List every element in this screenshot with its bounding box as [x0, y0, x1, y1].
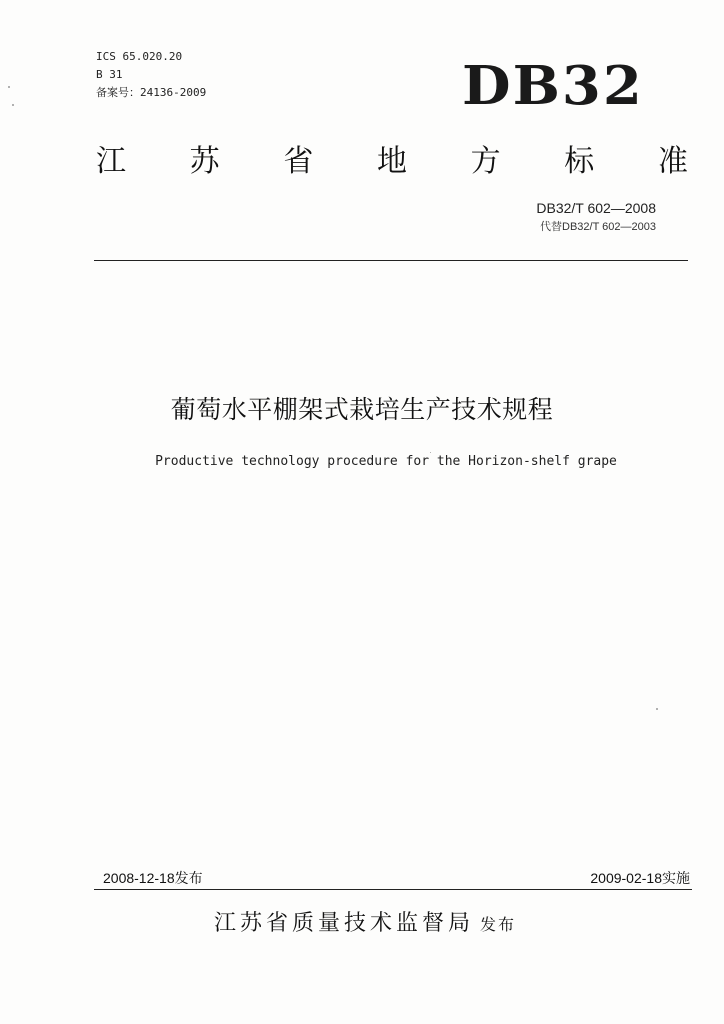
document-metadata [96, 48, 206, 102]
standard-type-char: 方 [470, 144, 501, 179]
footer-divider [94, 889, 692, 890]
publisher-organization: 江苏省质量技术监督局 [214, 911, 475, 936]
publisher-verb: 发布 [480, 915, 517, 934]
standard-type-heading [96, 142, 688, 182]
document-title-chinese: 葡萄水平棚架式栽培生产技术规程 [170, 395, 554, 424]
effective-date: 2009-02-18实施 [590, 870, 690, 886]
issue-date: 2008-12-18发布 [103, 870, 203, 886]
db32-logo: DB32 [462, 54, 644, 118]
replaces-note: 代替DB32/T 602—2003 [540, 221, 656, 233]
standard-type-char: 省 [283, 144, 314, 179]
ics-code: ICS 65.020.20 [96, 50, 183, 63]
scan-speck [430, 452, 431, 453]
scan-speck [12, 104, 14, 106]
header-divider [94, 260, 688, 261]
standard-type-char: 准 [657, 144, 688, 179]
standard-type-char: 标 [564, 144, 595, 179]
standard-code: DB32/T 602—2008 [536, 200, 656, 216]
scan-speck [8, 86, 10, 88]
publisher-line [214, 908, 516, 941]
filing-number: 备案号：24136-2009 [96, 86, 207, 99]
scan-speck [656, 708, 658, 710]
document-title-english: Productive technology procedure for the Horizon-shelf grape [155, 454, 617, 469]
standard-type-char: 地 [376, 144, 407, 179]
standard-type-char: 苏 [189, 144, 220, 179]
standard-type-char: 江 [96, 144, 126, 179]
classification-code: B 31 [96, 68, 123, 81]
